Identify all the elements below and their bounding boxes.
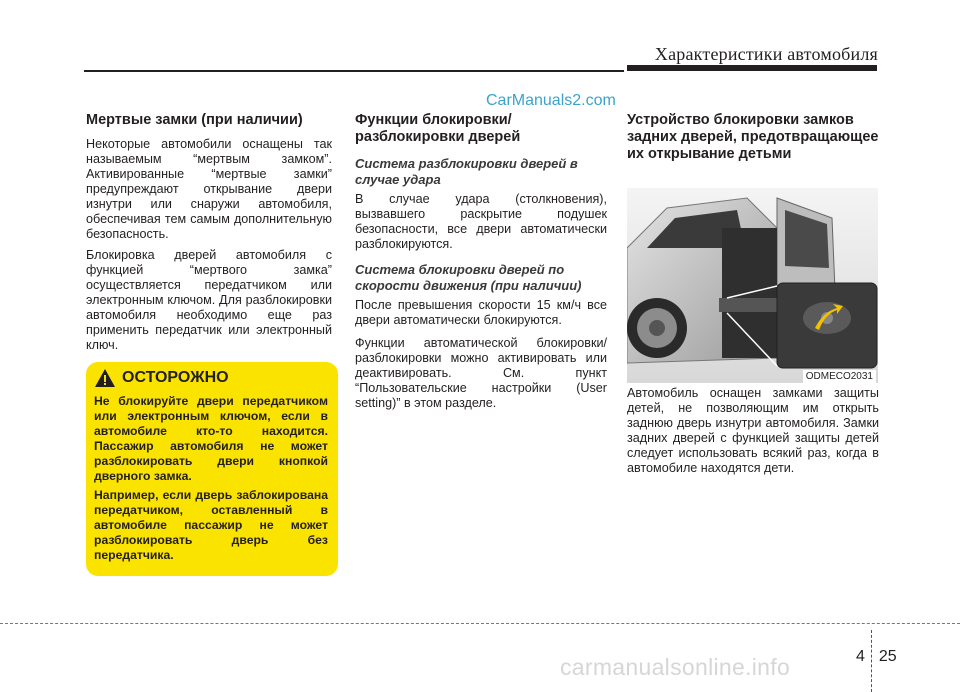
section-dead-locks (86, 112, 332, 359)
warning-text: Не блокируйте двери передатчиком или электронным ключом, если в автомобиле кто-то находится. Пассажир автомобиля не может разблокировать двери кнопкой дверного замка. (94, 394, 328, 483)
paragraph: В случае удара (столкновения), вызвавшего раскрытие подушек безопасности, все двери автоматически разблокируются. (355, 192, 607, 251)
image-code: ODMECO2031 (803, 370, 876, 383)
page-number (856, 626, 897, 688)
watermark-link[interactable]: CarManuals2.com (486, 92, 616, 109)
section-lock-functions (355, 112, 607, 417)
subsection-heading: Система разблокировки дверей в случае удара (355, 156, 578, 187)
car-rear-door-illustration (627, 188, 878, 383)
page-number-value: 25 (878, 648, 897, 665)
paragraph: После превышения скорости 15 км/ч все двери автоматически блокируются. (355, 298, 607, 327)
footer-rule (0, 623, 960, 624)
section-heading: Мертвые замки (при наличии) (86, 112, 303, 128)
warning-title: ОСТОРОЖНО (122, 369, 229, 386)
header-rule-accent (627, 65, 877, 71)
watermark-bottom: carmanualsonline.info (560, 654, 791, 680)
section-heading: Функции блокировки/ разблокировки дверей (355, 112, 521, 145)
paragraph: Блокировка дверей автомобиля с функцией “мертвого замка” осуществляется передатчиком или электронным ключом. Для разблокировки автомобиля необходимо еще раз применить передатчик или электронный ключ. (86, 248, 332, 352)
child-lock-photo (627, 188, 878, 383)
child-lock-description (627, 386, 879, 482)
page-number-divider (871, 630, 873, 692)
subsection-heading: Система блокировки дверей по скорости движения (при наличии) (355, 262, 582, 293)
header-rule (84, 70, 624, 72)
warning-triangle-icon (94, 368, 116, 388)
paragraph: Функции автоматической блокировки/разблокировки можно активировать или деактивировать. См. пункт “Пользовательские настройки (User setting)” в этом разделе. (355, 336, 607, 410)
chapter-number: 4 (856, 648, 865, 665)
paragraph: Некоторые автомобили оснащены так называемым “мертвым замком”. Активированные “мертвые замки” предупреждают открывание двери изнутри или снаружи автомобиля, обеспечивая тем самым дополнительную безопасность. (86, 137, 332, 241)
page-header-title: Характеристики автомобиля (654, 44, 878, 64)
paragraph: Автомобиль оснащен замками защиты детей, не позволяющим им открыть заднюю дверь изнутри автомобиля. Замки задних дверей с функцией защиты детей следует использовать всякий раз, когда в автомобиле находятся дети. (627, 386, 879, 475)
warning-text: Например, если дверь заблокирована передатчиком, оставленный в автомобиле пассажир не может разблокировать дверь без передатчика. (94, 488, 328, 562)
section-heading: Устройство блокировки замков задних дверей, предотвращающее их открывание детьми (627, 112, 879, 162)
warning-box (86, 362, 338, 576)
section-child-locks (627, 112, 879, 171)
warning-header (94, 368, 328, 388)
